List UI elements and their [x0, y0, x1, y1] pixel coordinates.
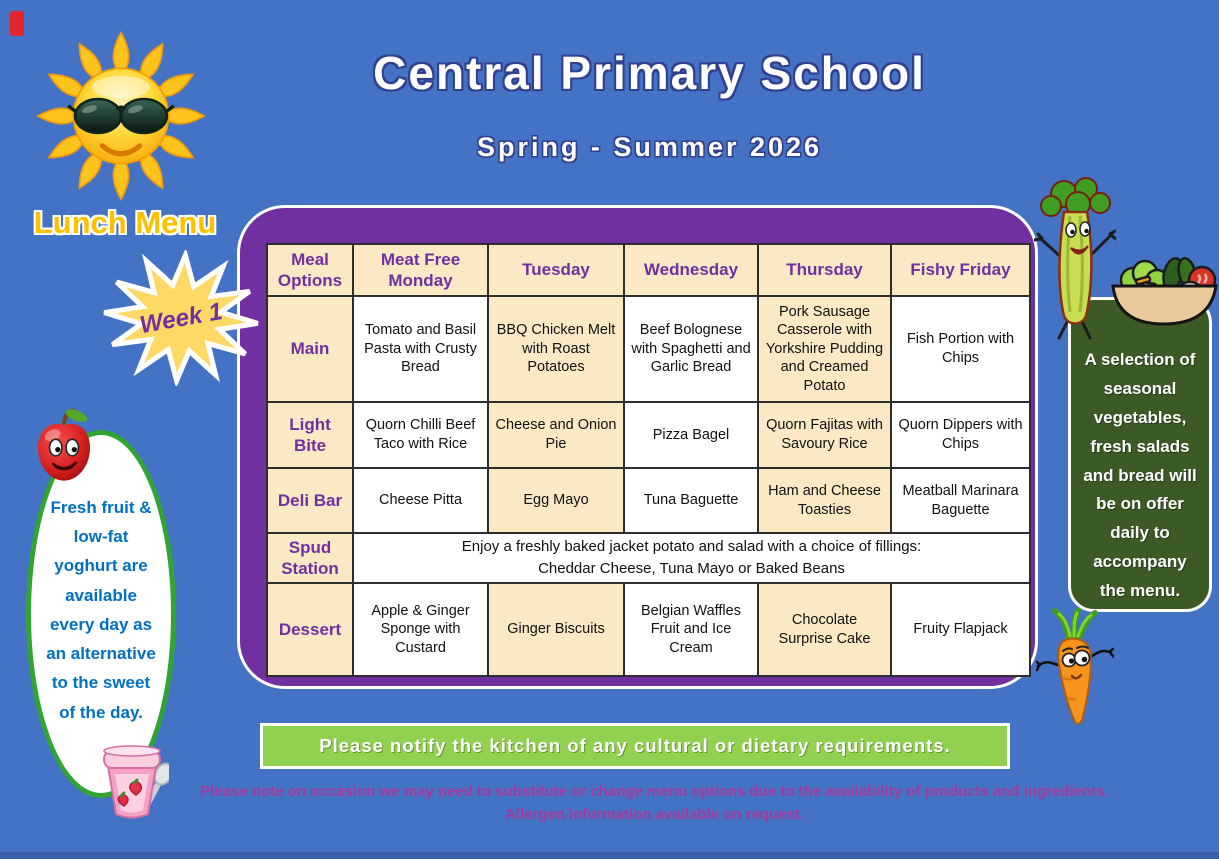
menu-cell: Cheese and Onion Pie	[488, 402, 624, 468]
table-header-row	[267, 244, 1030, 296]
dietary-banner: Please notify the kitchen of any cultural or dietary requirements.	[260, 723, 1010, 769]
smiling-apple-icon	[32, 406, 96, 484]
footnotes	[90, 781, 1219, 826]
allergen-note: Allergen information available on request.	[504, 805, 805, 823]
dancing-celery-character-icon	[1034, 176, 1116, 344]
waving-carrot-character-icon	[1036, 608, 1114, 728]
column-header-thursday: Thursday	[758, 244, 891, 296]
menu-cell: Quorn Chilli Beef Taco with Rice	[353, 402, 488, 468]
menu-cell: Belgian Waffles Fruit and Ice Cream	[624, 583, 758, 676]
menu-panel	[237, 205, 1038, 689]
menu-cell: Apple & Ginger Sponge with Custard	[353, 583, 488, 676]
vegetables-note-text: A selection of seasonal vegetables, fresh salads and bread will be on offer daily to accompany the menu.	[1083, 350, 1197, 601]
salad-bowl-icon	[1110, 250, 1219, 328]
spud-station-line1: Enjoy a freshly baked jacket potato and salad with a choice of fillings:	[461, 538, 922, 556]
menu-cell: Beef Bolognese with Spaghetti and Garlic Bread	[624, 296, 758, 402]
menu-table	[266, 243, 1031, 677]
menu-cell: Quorn Dippers with Chips	[891, 402, 1030, 468]
row-label-deli-bar: Deli Bar	[267, 468, 353, 533]
week-badge-label: Week 1	[137, 298, 225, 340]
menu-cell: Tuna Baguette	[624, 468, 758, 533]
menu-cell: Ham and Cheese Toasties	[758, 468, 891, 533]
menu-cell: Chocolate Surprise Cake	[758, 583, 891, 676]
menu-cell: Cheese Pitta	[353, 468, 488, 533]
column-header-monday: Meat Free Monday	[353, 244, 488, 296]
column-header-wednesday: Wednesday	[624, 244, 758, 296]
menu-cell: Tomato and Basil Pasta with Crusty Bread	[353, 296, 488, 402]
term-subtitle: Spring - Summer 2026	[476, 132, 823, 162]
menu-cell: Pizza Bagel	[624, 402, 758, 468]
spud-station-line2: Cheddar Cheese, Tuna Mayo or Baked Beans	[538, 560, 845, 577]
menu-cell: Fruity Flapjack	[891, 583, 1030, 676]
page-title: Central Primary School	[373, 47, 926, 99]
row-label-main: Main	[267, 296, 353, 402]
substitution-note: Please note on occasion we may need to substitute or change menu options due to the availability of products and ingredients.	[200, 783, 1109, 800]
column-header-meal-options: Meal Options	[267, 244, 353, 296]
menu-cell: Ginger Biscuits	[488, 583, 624, 676]
table-row-spud-station	[267, 533, 1030, 583]
table-row-main	[267, 296, 1030, 402]
row-label-spud-station: Spud Station	[267, 533, 353, 583]
row-label-dessert: Dessert	[267, 583, 353, 676]
table-row-light-bite	[267, 402, 1030, 468]
spud-station-cell	[353, 533, 1030, 583]
lunch-menu-label: Lunch Menu	[33, 205, 217, 240]
menu-cell: Meatball Marinara Baguette	[891, 468, 1030, 533]
column-header-friday: Fishy Friday	[891, 244, 1030, 296]
fruit-yoghurt-note-text: Fresh fruit & low-fat yoghurt are available every day as an alternative to the sweet of the day.	[46, 498, 156, 722]
red-corner-mark	[10, 11, 24, 36]
menu-cell: Quorn Fajitas with Savoury Rice	[758, 402, 891, 468]
table-row-deli-bar	[267, 468, 1030, 533]
bottom-strip	[0, 852, 1219, 859]
menu-cell: Fish Portion with Chips	[891, 296, 1030, 402]
menu-cell: Egg Mayo	[488, 468, 624, 533]
row-label-light-bite: Light Bite	[267, 402, 353, 468]
menu-cell: BBQ Chicken Melt with Roast Potatoes	[488, 296, 624, 402]
table-row-dessert	[267, 583, 1030, 676]
menu-cell: Pork Sausage Casserole with Yorkshire Pudding and Creamed Potato	[758, 296, 891, 402]
header	[80, 46, 1219, 163]
column-header-tuesday: Tuesday	[488, 244, 624, 296]
vegetables-note	[1068, 297, 1212, 612]
week-badge	[95, 245, 266, 392]
